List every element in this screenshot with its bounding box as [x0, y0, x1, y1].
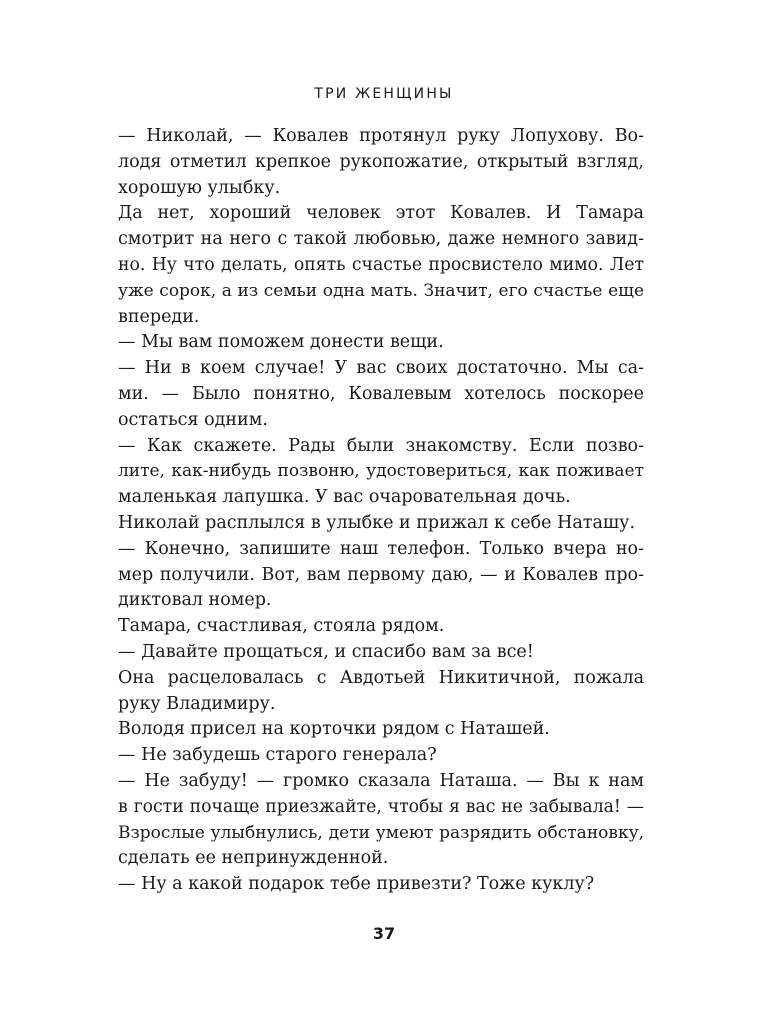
text-line: но. Ну что делать, опять счастье просвистело мимо. Лет: [118, 254, 644, 275]
text-line: впереди.: [118, 306, 200, 327]
running-head: ТРИ ЖЕНЩИНЫ: [314, 86, 454, 102]
text-line: Она расцеловалась с Авдотьей Никитичной, пожала: [118, 667, 644, 688]
text-line: мер получили. Вот, вам первому даю, — и Ковалев про-: [118, 564, 644, 585]
text-line: — Конечно, запишите наш телефон. Только вчера но-: [118, 538, 644, 559]
text-line: остаться одним.: [118, 409, 268, 430]
text-line: смотрит на него с такой любовью, даже немного завид-: [118, 229, 644, 250]
text-line: — Не забудешь старого генерала?: [118, 745, 437, 766]
text-line: Да нет, хороший человек этот Ковалев. И Тамара: [118, 203, 644, 224]
text-line: — Давайте прощаться, и спасибо вам за все!: [118, 641, 534, 662]
text-line: хорошую улыбку.: [118, 177, 281, 198]
text-line: сделать ее непринужденной.: [118, 848, 389, 869]
text-line: — Ни в коем случае! У вас своих достаточно. Мы са-: [118, 358, 644, 379]
text-line: — Мы вам поможем донести вещи.: [118, 332, 444, 353]
text-line: — Николай, — Ковалев протянул руку Лопухову. Во-: [118, 126, 644, 146]
page-number: 37: [372, 924, 396, 943]
text-line: — Как скажете. Рады были знакомству. Если позво-: [118, 435, 644, 456]
text-line: — Ну а какой подарок тебе привезти? Тоже куклу?: [118, 874, 595, 895]
text-line: руку Владимиру.: [118, 693, 276, 714]
text-line: ми. — Было понятно, Ковалевым хотелось поскорее: [118, 383, 644, 404]
text-line: Николай расплылся в улыбке и прижал к себе Наташу.: [118, 512, 636, 533]
text-line: Тамара, счастливая, стояла рядом.: [118, 616, 445, 637]
text-line: Взрослые улыбнулись, дети умеют разрядить обстановку,: [118, 822, 644, 843]
text-line: лите, как-нибудь позвоню, удостовериться, как поживает: [118, 461, 644, 482]
text-line: диктовал номер.: [118, 590, 272, 611]
text-line: в гости почаще приезжайте, чтобы я вас не забывала! —: [118, 796, 644, 817]
text-line: — Не забуду! — громко сказала Наташа. — Вы к нам: [118, 770, 644, 791]
text-line: маленькая лапушка. У вас очаровательная дочь.: [118, 487, 571, 508]
body-text: [118, 124, 644, 898]
text-line: Володя присел на корточки рядом с Наташей.: [118, 719, 550, 740]
text-line: уже сорок, а из семьи одна мать. Значит, его счастье еще: [118, 280, 644, 301]
text-line: лодя отметил крепкое рукопожатие, открытый взгляд,: [118, 151, 644, 172]
